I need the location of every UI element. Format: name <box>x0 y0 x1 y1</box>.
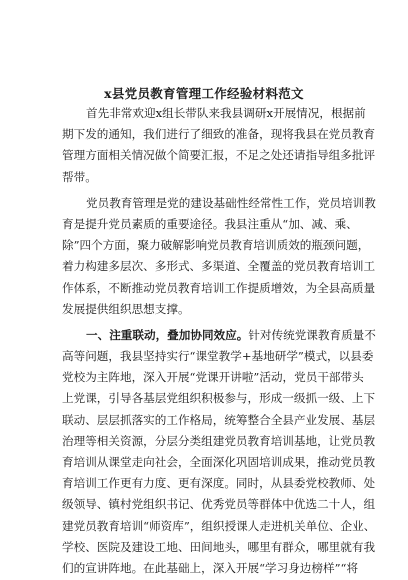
text-line: 上党课，引导各基层党组织积极参与，形成一级抓一级、上下 <box>62 391 376 406</box>
paragraph-section-1 <box>62 325 376 579</box>
text-line: 除”四个方面，聚力破解影响党员教育培训质效的瓶颈问题， <box>62 238 370 253</box>
text-line: 党校为主阵地，深入开展“党课开讲啦”活动，党员干部带头 <box>62 370 364 385</box>
text-line: 着力构建多层次、多形式、多渠道、全覆盖的党员教育培训工 <box>62 259 376 274</box>
paragraph-overview <box>62 193 376 320</box>
paragraph-intro <box>62 103 376 188</box>
text-line: 发展提供组织思想支撑。 <box>62 301 190 316</box>
text-line: 育培训从课堂走向社会，全面深化巩固培训成果，推动党员教 <box>62 455 376 469</box>
text-line: 们的宣讲阵地。在此基础上，深入开展“学习身边榜样”“将 <box>62 560 359 575</box>
text-line: 育培训工作更有力度、更有深度。同时，从县委党校教师、处 <box>62 476 376 491</box>
text-line: 首先非常欢迎x组长带队来我县调研x开展情况，根据前 <box>86 106 366 120</box>
text-line: 治理等相关资源，分层分类组建党员教育培训基地，让党员教 <box>62 433 376 448</box>
document-title: x县党员教育管理工作经验材料范文 <box>104 86 304 101</box>
text-line: 党员教育管理是党的建设基础性经常性工作，党员培训教 <box>86 195 376 210</box>
section-heading: 一、注重联动，叠加协同效应。 <box>86 327 249 342</box>
section-heading-continuation: 针对传统党课教育质量不 <box>248 327 376 342</box>
text-line: 联动、层层抓落实的工作格局，统筹整合全县产业发展、基层 <box>62 412 376 427</box>
text-line: 级领导、镇村党组织书记、优秀党员等群体中优选二十人，组 <box>62 497 376 512</box>
text-line: 作体系，不断推动党员教育培训工作提质增效，为全县高质量 <box>62 280 376 295</box>
text-line: 帮带。 <box>62 169 97 184</box>
document-body <box>62 103 376 579</box>
text-line: 学校、医院及建设工地、田间地头，哪里有群众，哪里就有我 <box>62 539 376 554</box>
text-line: 高等问题，我县坚持实行“课堂教学+基地研学”模式，以县委 <box>62 349 374 364</box>
text-line: 期下发的通知，我们进行了细致的准备，现将我县在党员教育 <box>62 127 376 142</box>
text-line: 管理方面相关情况做个简要汇报，不足之处还请指导组多批评 <box>62 148 376 163</box>
text-line <box>62 325 376 346</box>
text-line: 建党员教育培训“师资库”，组织授课人走进机关单位、企业、 <box>62 518 376 533</box>
text-line: 育是提升党员素质的重要途径。我县注重从“加、减、乘、 <box>62 216 358 231</box>
